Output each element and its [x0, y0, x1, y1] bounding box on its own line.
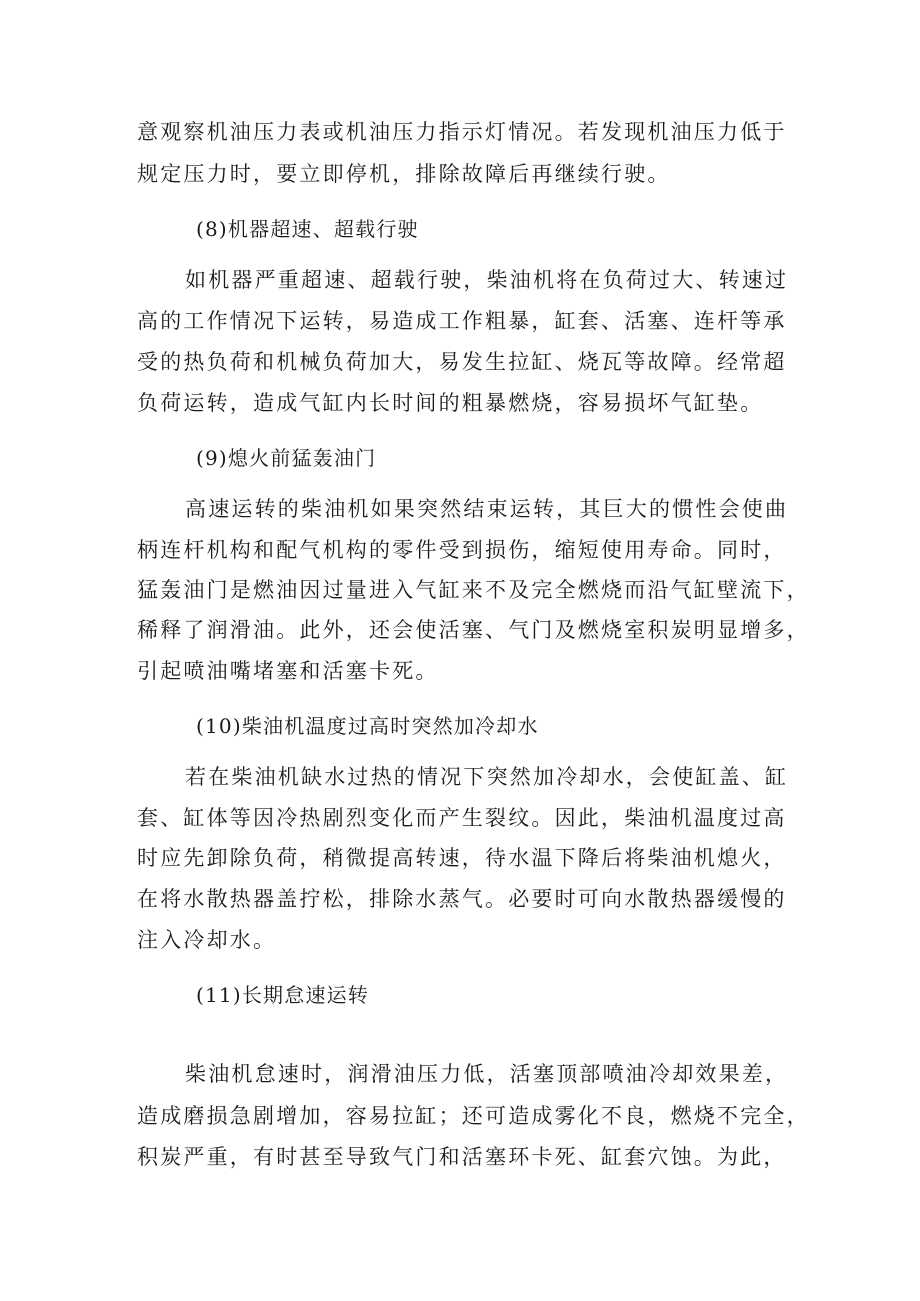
paragraph-line: 柴油机怠速时，润滑油压力低，活塞顶部喷油冷却效果差，	[185, 1062, 789, 1086]
paragraph-line: 猛轰油门是燃油因过量进入气缸来不及完全燃烧而沿气缸壁流下，	[137, 578, 810, 602]
paragraph-line: 柄连杆机构和配气机构的零件受到损伤，缩短使用寿命。同时，	[137, 538, 787, 562]
paragraph-line: 高的工作情况下运转，易造成工作粗暴，缸套、活塞、连杆等承	[137, 309, 787, 333]
section-heading-8: (8)机器超速、超载行驶	[196, 217, 419, 241]
section-heading-9: (9)熄火前猛轰油门	[196, 446, 377, 470]
section-heading-11: (11)长期怠速运转	[196, 983, 370, 1007]
paragraph-line: 如机器严重超速、超载行驶，柴油机将在负荷过大、转速过	[185, 268, 789, 292]
paragraph-line: 规定压力时，要立即停机，排除故障后再继续行驶。	[137, 162, 671, 186]
paragraph-line: 在将水散热器盖拧松，排除水蒸气。必要时可向水散热器缓慢的	[137, 887, 787, 911]
paragraph-line: 意观察机油压力表或机油压力指示灯情况。若发现机油压力低于	[137, 120, 787, 144]
paragraph-line: 时应先卸除负荷，稍微提高转速，待水温下降后将柴油机熄火，	[137, 846, 787, 870]
paragraph-line: 注入冷却水。	[137, 928, 277, 952]
paragraph-line: 造成磨损急剧增加，容易拉缸；还可造成雾化不良，燃烧不完全，	[137, 1104, 810, 1128]
paragraph-line: 引起喷油嘴堵塞和活塞卡死。	[137, 659, 439, 683]
paragraph-line: 负荷运转，造成气缸内长时间的粗暴燃烧，容易损坏气缸垫。	[137, 391, 764, 415]
paragraph-line: 若在柴油机缺水过热的情况下突然加冷却水，会使缸盖、缸	[185, 765, 789, 789]
section-heading-10: (10)柴油机温度过高时突然加冷却水	[196, 714, 539, 738]
paragraph-line: 稀释了润滑油。此外，还会使活塞、气门及燃烧室积炭明显增多，	[137, 618, 810, 642]
paragraph-line: 高速运转的柴油机如果突然结束运转，其巨大的惯性会使曲	[185, 497, 789, 521]
paragraph-line: 积炭严重，有时甚至导致气门和活塞环卡死、缸套穴蚀。为此，	[137, 1145, 787, 1169]
paragraph-line: 套、缸体等因冷热剧烈变化而产生裂纹。因此，柴油机温度过高	[137, 806, 787, 830]
paragraph-line: 受的热负荷和机械负荷加大，易发生拉缸、烧瓦等故障。经常超	[137, 350, 787, 374]
